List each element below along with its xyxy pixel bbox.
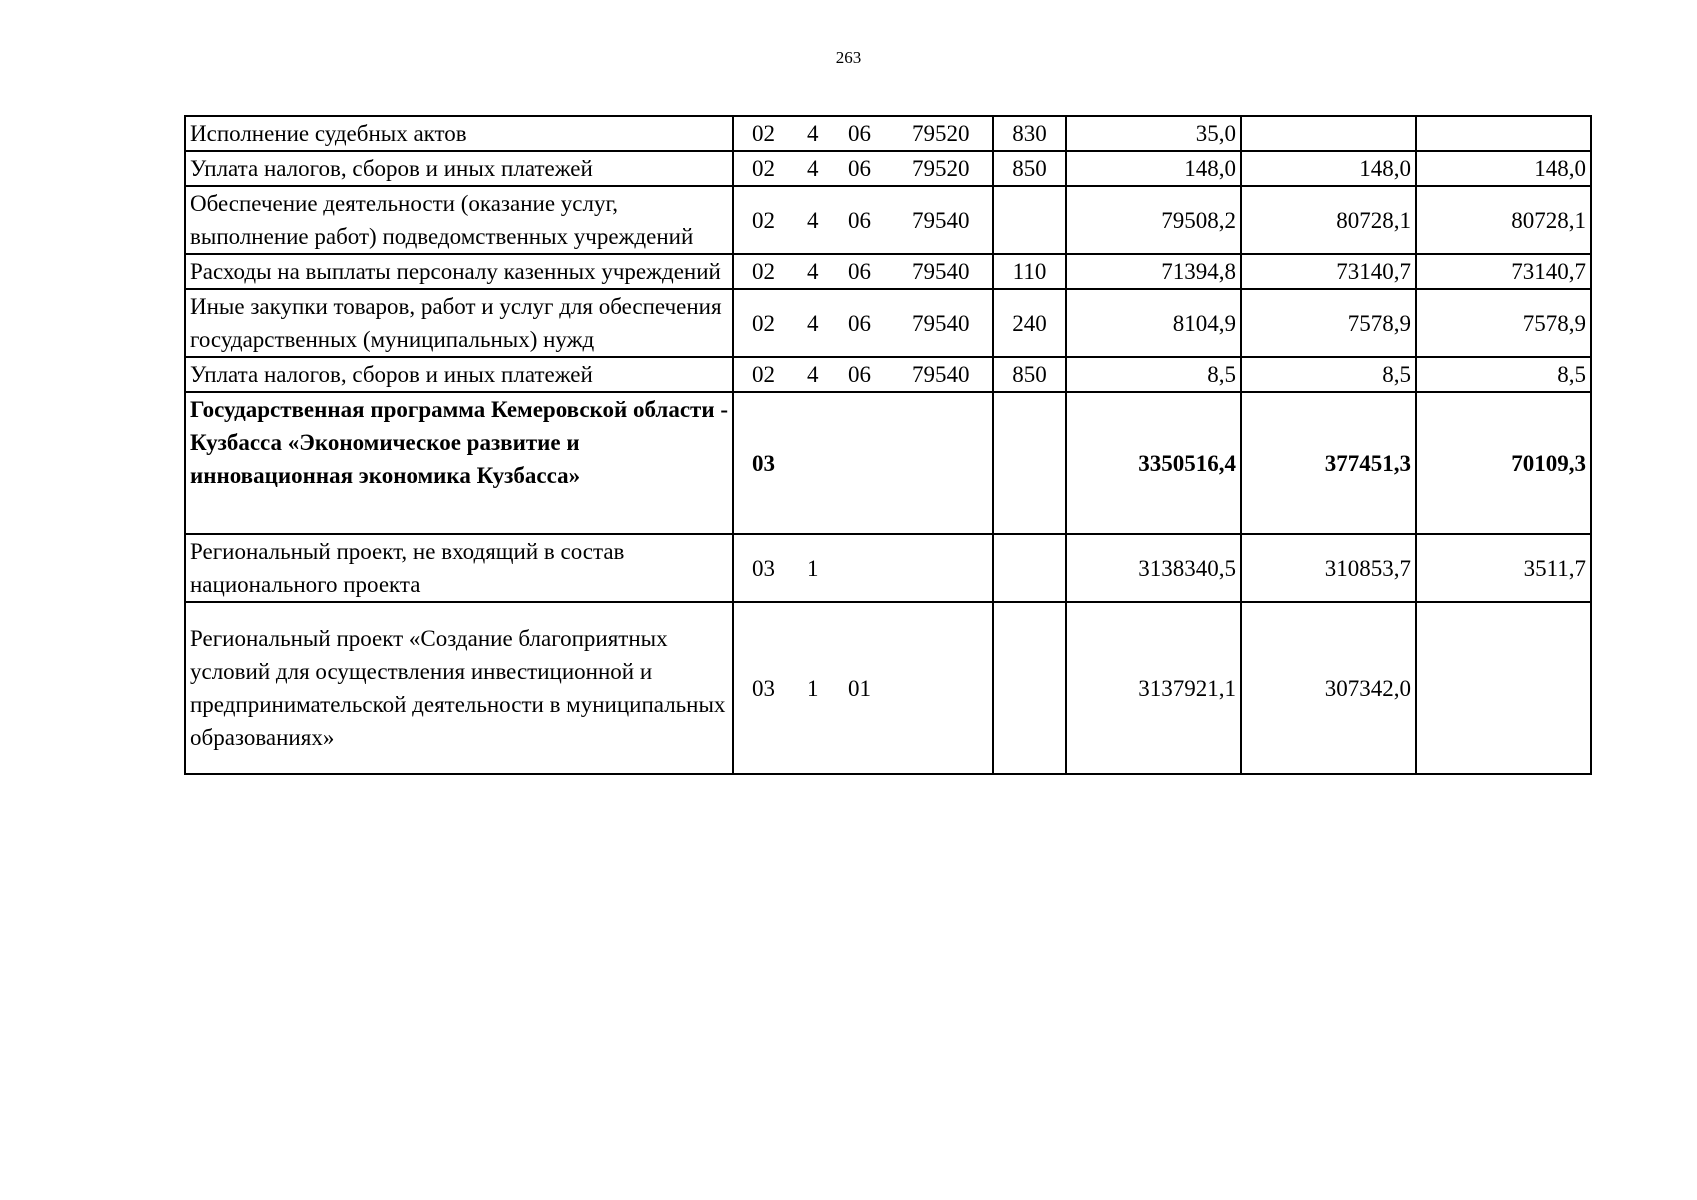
amount-year-1: 3137921,1 (1066, 602, 1241, 774)
direction-code: 79540 (912, 310, 970, 336)
subprogram-code: 4 (807, 121, 819, 146)
row-name: Расходы на выплаты персоналу казенных учреждений (185, 254, 733, 289)
direction-code: 79520 (912, 121, 970, 146)
row-name: Иные закупки товаров, работ и услуг для обеспечения государственных (муниципальных) нужд (185, 289, 733, 357)
program-code: 03 (752, 555, 775, 581)
row-name: Государственная программа Кемеровской области - Кузбасса «Экономическое развитие и инновационная экономика Кузбасса» (185, 392, 733, 534)
amount-year-3: 7578,9 (1416, 289, 1591, 357)
expense-type-code: 110 (993, 254, 1066, 289)
target-article-code (733, 289, 993, 357)
amount-year-3: 73140,7 (1416, 254, 1591, 289)
direction-code: 79540 (912, 362, 970, 387)
expense-type-code: 850 (993, 151, 1066, 186)
expense-type-code: 850 (993, 357, 1066, 392)
expense-type-code (993, 186, 1066, 254)
main-event-code: 06 (848, 156, 871, 181)
amount-year-2: 377451,3 (1241, 392, 1416, 534)
main-event-code: 06 (848, 362, 871, 387)
table-row-program (185, 392, 1591, 534)
program-code: 02 (752, 207, 775, 233)
direction-code: 79520 (912, 156, 970, 181)
table-row (185, 289, 1591, 357)
program-code: 02 (752, 310, 775, 336)
target-article-code (733, 116, 993, 151)
amount-year-3 (1416, 116, 1591, 151)
table-row (185, 151, 1591, 186)
row-name: Региональный проект «Создание благоприятных условий для осуществления инвестиционной и предпринимательской деятельности в муниципальных образованиях» (185, 602, 733, 774)
expense-type-code (993, 602, 1066, 774)
amount-year-2: 7578,9 (1241, 289, 1416, 357)
program-code: 02 (752, 156, 775, 181)
amount-year-3 (1416, 602, 1591, 774)
amount-year-3: 8,5 (1416, 357, 1591, 392)
target-article-code (733, 534, 993, 602)
amount-year-3: 80728,1 (1416, 186, 1591, 254)
row-name: Региональный проект, не входящий в состав национального проекта (185, 534, 733, 602)
amount-year-1: 3138340,5 (1066, 534, 1241, 602)
main-event-code: 06 (848, 259, 871, 284)
subprogram-code: 4 (807, 362, 819, 387)
amount-year-2: 8,5 (1241, 357, 1416, 392)
row-name: Уплата налогов, сборов и иных платежей (185, 151, 733, 186)
target-article-code (733, 186, 993, 254)
table-row (185, 254, 1591, 289)
expense-type-code (993, 392, 1066, 534)
main-event-code: 06 (848, 310, 871, 336)
amount-year-2: 310853,7 (1241, 534, 1416, 602)
expense-type-code: 830 (993, 116, 1066, 151)
program-code: 02 (752, 362, 775, 387)
direction-code: 79540 (912, 259, 970, 284)
main-event-code: 06 (848, 121, 871, 146)
amount-year-2: 148,0 (1241, 151, 1416, 186)
amount-year-2: 73140,7 (1241, 254, 1416, 289)
table-row (185, 357, 1591, 392)
amount-year-2: 307342,0 (1241, 602, 1416, 774)
row-name: Уплата налогов, сборов и иных платежей (185, 357, 733, 392)
amount-year-3: 3511,7 (1416, 534, 1591, 602)
direction-code: 79540 (912, 207, 970, 233)
budget-table (184, 115, 1592, 775)
table-row (185, 602, 1591, 774)
amount-year-2 (1241, 116, 1416, 151)
target-article-code (733, 602, 993, 774)
amount-year-3: 70109,3 (1416, 392, 1591, 534)
row-name: Обеспечение деятельности (оказание услуг, выполнение работ) подведомственных учреждений (185, 186, 733, 254)
program-code: 03 (752, 450, 775, 476)
subprogram-code: 4 (807, 310, 819, 336)
amount-year-1: 3350516,4 (1066, 392, 1241, 534)
main-event-code: 06 (848, 207, 871, 233)
amount-year-3: 148,0 (1416, 151, 1591, 186)
main-event-code: 01 (848, 675, 871, 701)
subprogram-code: 1 (807, 675, 819, 701)
subprogram-code: 4 (807, 207, 819, 233)
program-code: 02 (752, 259, 775, 284)
table-row (185, 116, 1591, 151)
target-article-code (733, 392, 993, 534)
expense-type-code: 240 (993, 289, 1066, 357)
amount-year-1: 35,0 (1066, 116, 1241, 151)
amount-year-1: 8,5 (1066, 357, 1241, 392)
table-row (185, 186, 1591, 254)
subprogram-code: 4 (807, 259, 819, 284)
amount-year-1: 8104,9 (1066, 289, 1241, 357)
target-article-code (733, 254, 993, 289)
page-number: 263 (835, 48, 862, 67)
program-code: 02 (752, 121, 775, 146)
subprogram-code: 1 (807, 555, 819, 581)
row-name: Исполнение судебных актов (185, 116, 733, 151)
subprogram-code: 4 (807, 156, 819, 181)
program-code: 03 (752, 675, 775, 701)
target-article-code (733, 151, 993, 186)
target-article-code (733, 357, 993, 392)
amount-year-1: 148,0 (1066, 151, 1241, 186)
amount-year-1: 79508,2 (1066, 186, 1241, 254)
amount-year-1: 71394,8 (1066, 254, 1241, 289)
amount-year-2: 80728,1 (1241, 186, 1416, 254)
table-row (185, 534, 1591, 602)
expense-type-code (993, 534, 1066, 602)
